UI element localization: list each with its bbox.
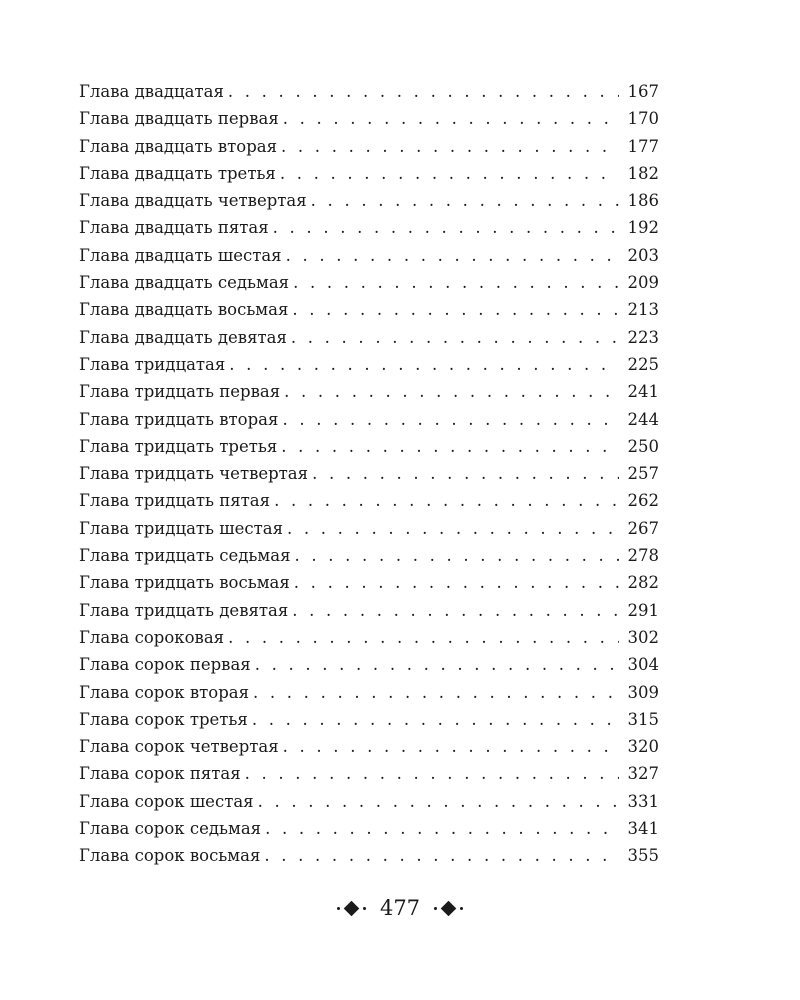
toc-entry-title: Глава двадцать шестая bbox=[79, 245, 282, 265]
toc-entry[interactable] bbox=[79, 651, 659, 678]
diamond-icon bbox=[441, 900, 457, 916]
dot-leader bbox=[280, 160, 619, 187]
toc-entry[interactable] bbox=[79, 187, 659, 214]
toc-entry[interactable] bbox=[79, 78, 659, 105]
toc-entry-title: Глава сорок первая bbox=[79, 655, 251, 675]
toc-entry-page: 278 bbox=[627, 546, 659, 566]
toc-entry-title: Глава двадцать первая bbox=[79, 109, 279, 129]
dot-leader bbox=[292, 296, 619, 323]
dot-leader bbox=[274, 487, 619, 514]
toc-entry[interactable] bbox=[79, 105, 659, 132]
toc-entry-page: 304 bbox=[627, 655, 659, 675]
toc-entry[interactable] bbox=[79, 433, 659, 460]
toc-entry-page: 282 bbox=[627, 573, 659, 593]
toc-entry[interactable] bbox=[79, 679, 659, 706]
toc-entry-page: 209 bbox=[627, 273, 659, 293]
toc-entry-page: 257 bbox=[627, 464, 659, 484]
diamond-ornament-icon bbox=[337, 903, 366, 914]
toc-entry-page: 267 bbox=[627, 518, 659, 538]
dot-leader bbox=[252, 706, 619, 733]
toc-entry-title: Глава сорок седьмая bbox=[79, 819, 262, 839]
toc-entry-page: 192 bbox=[627, 218, 659, 238]
dot-leader bbox=[281, 433, 619, 460]
dot-leader bbox=[294, 569, 619, 596]
toc-entry-title: Глава тридцать седьмая bbox=[79, 546, 291, 566]
toc-entry-title: Глава двадцатая bbox=[79, 82, 224, 101]
toc-entry[interactable] bbox=[79, 269, 659, 296]
dot-icon bbox=[337, 907, 340, 910]
toc-entry-title: Глава двадцать третья bbox=[79, 163, 276, 183]
toc-entry-page: 262 bbox=[627, 491, 659, 511]
toc-entry[interactable] bbox=[79, 542, 659, 569]
diamond-ornament-icon bbox=[434, 903, 463, 914]
toc-entry-page: 355 bbox=[627, 846, 659, 866]
toc-entry-title: Глава тридцать вторая bbox=[79, 409, 279, 429]
dot-leader bbox=[229, 351, 619, 378]
dot-leader bbox=[286, 242, 619, 269]
toc-entry[interactable] bbox=[79, 351, 659, 378]
toc-entry[interactable] bbox=[79, 487, 659, 514]
toc-entry[interactable] bbox=[79, 624, 659, 651]
toc-entry-title: Глава тридцать третья bbox=[79, 436, 278, 456]
toc-entry[interactable] bbox=[79, 706, 659, 733]
toc-entry-title: Глава сорок пятая bbox=[79, 764, 241, 784]
toc-entry[interactable] bbox=[79, 324, 659, 351]
toc-entry[interactable] bbox=[79, 214, 659, 241]
toc-entry-title: Глава сорок третья bbox=[79, 709, 248, 729]
toc-entry[interactable] bbox=[79, 842, 659, 869]
dot-leader bbox=[273, 214, 619, 241]
toc-entry[interactable] bbox=[79, 569, 659, 596]
toc-entry[interactable] bbox=[79, 597, 659, 624]
dot-leader bbox=[283, 733, 619, 760]
toc-entry-title: Глава тридцать первая bbox=[79, 382, 281, 402]
toc-entry[interactable] bbox=[79, 515, 659, 542]
toc-entry-page: 182 bbox=[627, 163, 659, 183]
toc-entry-page: 309 bbox=[627, 682, 659, 702]
diamond-icon bbox=[344, 900, 360, 916]
toc-entry[interactable] bbox=[79, 460, 659, 487]
toc-entry[interactable] bbox=[79, 378, 659, 405]
dot-leader bbox=[287, 515, 619, 542]
dot-leader bbox=[264, 842, 619, 869]
table-of-contents bbox=[79, 78, 659, 870]
dot-leader bbox=[253, 679, 619, 706]
toc-entry-title: Глава двадцать седьмая bbox=[79, 273, 290, 293]
toc-entry-title: Глава двадцать девятая bbox=[79, 327, 287, 347]
toc-entry-page: 223 bbox=[627, 327, 659, 347]
toc-entry-title: Глава двадцать четвертая bbox=[79, 191, 307, 211]
toc-entry-page: 331 bbox=[627, 791, 659, 811]
dot-leader bbox=[311, 187, 619, 214]
dot-leader bbox=[228, 624, 619, 651]
dot-leader bbox=[312, 460, 619, 487]
toc-entry-page: 186 bbox=[627, 191, 659, 211]
toc-entry-page: 177 bbox=[627, 136, 659, 156]
toc-entry-page: 170 bbox=[627, 109, 659, 129]
toc-entry[interactable] bbox=[79, 296, 659, 323]
dot-leader bbox=[284, 378, 619, 405]
toc-entry-title: Глава тридцатая bbox=[79, 354, 226, 374]
dot-leader bbox=[255, 651, 619, 678]
toc-entry-page: 203 bbox=[627, 245, 659, 265]
toc-entry-page: 213 bbox=[627, 300, 659, 320]
dot-icon bbox=[460, 907, 463, 910]
toc-entry-page: 327 bbox=[627, 764, 659, 784]
toc-entry-page: 291 bbox=[627, 600, 659, 620]
toc-entry-title: Глава двадцать пятая bbox=[79, 218, 269, 238]
dot-leader bbox=[291, 324, 619, 351]
dot-icon bbox=[363, 907, 366, 910]
dot-leader bbox=[265, 815, 619, 842]
toc-entry-page: 315 bbox=[627, 709, 659, 729]
toc-entry[interactable] bbox=[79, 788, 659, 815]
toc-entry-title: Глава сорок восьмая bbox=[79, 846, 261, 866]
toc-entry[interactable] bbox=[79, 733, 659, 760]
dot-leader bbox=[228, 78, 619, 105]
toc-entry-page: 250 bbox=[627, 436, 659, 456]
dot-leader bbox=[295, 542, 620, 569]
toc-entry-title: Глава сороковая bbox=[79, 627, 225, 647]
toc-entry-title: Глава тридцать пятая bbox=[79, 491, 271, 511]
toc-entry[interactable] bbox=[79, 160, 659, 187]
page-footer bbox=[0, 896, 800, 920]
dot-icon bbox=[434, 907, 437, 910]
toc-entry[interactable] bbox=[79, 133, 659, 160]
toc-entry[interactable] bbox=[79, 760, 659, 787]
dot-leader bbox=[283, 105, 619, 132]
dot-leader bbox=[258, 788, 619, 815]
toc-entry[interactable] bbox=[79, 406, 659, 433]
toc-entry-page: 241 bbox=[627, 382, 659, 402]
toc-entry-title: Глава сорок шестая bbox=[79, 791, 254, 811]
toc-entry-page: 302 bbox=[627, 627, 659, 647]
toc-entry-title: Глава тридцать четвертая bbox=[79, 464, 309, 484]
toc-entry-title: Глава сорок четвертая bbox=[79, 737, 279, 757]
toc-entry-title: Глава тридцать шестая bbox=[79, 518, 283, 538]
dot-leader bbox=[293, 269, 619, 296]
toc-entry-page: 320 bbox=[627, 737, 659, 757]
toc-entry-title: Глава двадцать восьмая bbox=[79, 300, 289, 320]
toc-entry-page: 244 bbox=[627, 409, 659, 429]
dot-leader bbox=[245, 760, 619, 787]
toc-entry-title: Глава сорок вторая bbox=[79, 682, 250, 702]
dot-leader bbox=[281, 133, 619, 160]
toc-entry-title: Глава тридцать восьмая bbox=[79, 573, 290, 593]
toc-entry-page: 225 bbox=[627, 354, 659, 374]
toc-entry[interactable] bbox=[79, 242, 659, 269]
dot-leader bbox=[282, 406, 619, 433]
dot-leader bbox=[292, 597, 619, 624]
toc-entry-page: 341 bbox=[627, 819, 659, 839]
page-number: 477 bbox=[379, 896, 421, 920]
toc-entry-page: 167 bbox=[627, 82, 659, 101]
toc-entry-title: Глава двадцать вторая bbox=[79, 136, 278, 156]
toc-entry[interactable] bbox=[79, 815, 659, 842]
toc-entry-title: Глава тридцать девятая bbox=[79, 600, 289, 620]
